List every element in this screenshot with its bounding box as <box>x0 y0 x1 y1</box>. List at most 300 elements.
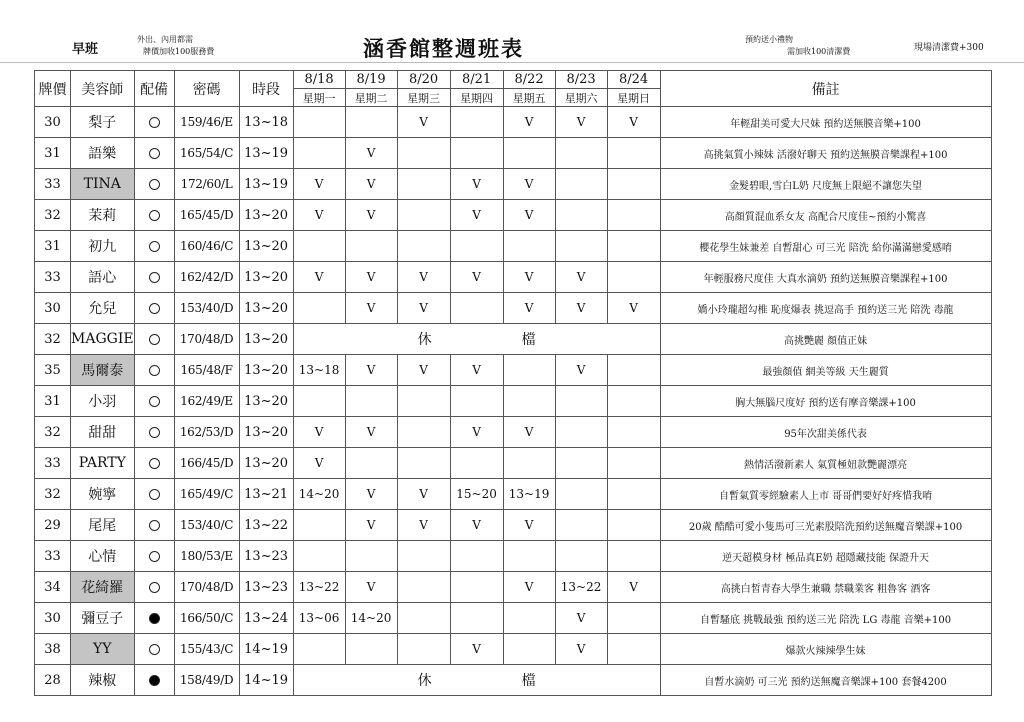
stylist-name: 馬爾泰 <box>71 355 135 386</box>
day-cell <box>397 448 450 479</box>
day-cell: 13~22 <box>555 572 607 603</box>
table-row <box>35 665 992 696</box>
col-header-price: 牌價 <box>35 71 71 107</box>
day-cell <box>397 200 450 231</box>
equip-cell <box>134 293 174 324</box>
table-row <box>35 293 992 324</box>
time-slot-cell: 13~20 <box>239 231 293 262</box>
day-cell: V <box>345 479 397 510</box>
hollow-circle-icon <box>149 458 160 469</box>
day-cell: V <box>503 262 555 293</box>
day-cell <box>293 541 345 572</box>
day-cell: V <box>450 262 503 293</box>
code-cell: 165/54/C <box>174 138 239 169</box>
table-row <box>35 262 992 293</box>
code-cell: 180/53/E <box>174 541 239 572</box>
day-off-label: 檔 <box>521 332 536 348</box>
equip-cell <box>134 479 174 510</box>
day-cell: V <box>503 417 555 448</box>
day-cell <box>555 479 607 510</box>
code-cell: 166/50/C <box>174 603 239 634</box>
col-header-date: 8/20 <box>397 71 450 89</box>
code-cell: 165/45/D <box>174 200 239 231</box>
col-header-date: 8/24 <box>607 71 660 89</box>
col-header-stylist: 美容師 <box>71 71 135 107</box>
day-cell <box>555 386 607 417</box>
col-header-remarks: 備註 <box>660 71 991 107</box>
remarks-cell: 熱情活潑新素人 氣質極妞款艷麗漂亮 <box>660 448 991 479</box>
stylist-name: 語心 <box>71 262 135 293</box>
code-cell: 165/49/C <box>174 479 239 510</box>
day-cell <box>293 138 345 169</box>
day-cell: 13~18 <box>293 355 345 386</box>
header-row-dates <box>35 71 992 89</box>
day-cell: 15~20 <box>450 479 503 510</box>
col-header-date: 8/22 <box>503 71 555 89</box>
equip-cell <box>134 262 174 293</box>
stylist-name: PARTY <box>71 448 135 479</box>
day-cell <box>555 169 607 200</box>
schedule-table <box>34 70 992 696</box>
remarks-cell: 自暫氣質零經驗素人上市 哥哥們要好好疼惜我唷 <box>660 479 991 510</box>
code-cell: 172/60/L <box>174 169 239 200</box>
hollow-circle-icon <box>149 489 160 500</box>
table-row <box>35 355 992 386</box>
hollow-circle-icon <box>149 551 160 562</box>
code-cell: 153/40/D <box>174 293 239 324</box>
table-row <box>35 324 992 355</box>
day-cell <box>450 231 503 262</box>
day-cell: V <box>503 510 555 541</box>
table-row <box>35 417 992 448</box>
day-cell: 13~22 <box>293 572 345 603</box>
day-cell <box>607 262 660 293</box>
hollow-circle-icon <box>149 303 160 314</box>
remarks-cell: 自暫水滴奶 可三光 預約送無魔音樂課+100 套餐4200 <box>660 665 991 696</box>
hollow-circle-icon <box>149 396 160 407</box>
schedule-body <box>35 107 992 696</box>
stylist-name: 辣椒 <box>71 665 135 696</box>
day-cell <box>450 448 503 479</box>
day-cell <box>345 448 397 479</box>
equip-cell <box>134 138 174 169</box>
equip-cell <box>134 107 174 138</box>
equip-cell <box>134 448 174 479</box>
day-cell <box>450 603 503 634</box>
col-header-weekday: 星期日 <box>607 89 660 107</box>
remarks-cell: 高顏質混血系女友 高配合尺度佳~預約小驚喜 <box>660 200 991 231</box>
remarks-cell: 金髮碧眼,雪白L奶 尺度無上限絕不讓您失望 <box>660 169 991 200</box>
filled-circle-icon <box>149 675 160 686</box>
price-cell: 31 <box>35 138 71 169</box>
day-cell <box>345 231 397 262</box>
day-cell <box>555 541 607 572</box>
price-cell: 33 <box>35 169 71 200</box>
code-cell: 162/53/D <box>174 417 239 448</box>
price-cell: 31 <box>35 386 71 417</box>
equip-cell <box>134 386 174 417</box>
day-cell <box>503 138 555 169</box>
day-cell <box>293 107 345 138</box>
day-cell <box>607 355 660 386</box>
day-cell <box>397 169 450 200</box>
header-divider <box>0 62 1024 63</box>
equip-cell <box>134 417 174 448</box>
stylist-name: 尾尾 <box>71 510 135 541</box>
day-cell <box>345 386 397 417</box>
day-cell <box>503 541 555 572</box>
time-slot-cell: 14~19 <box>239 665 293 696</box>
time-slot-cell: 13~20 <box>239 448 293 479</box>
booking-gift-note <box>745 34 850 58</box>
stylist-name: 花綺羅 <box>71 572 135 603</box>
code-cell: 162/49/E <box>174 386 239 417</box>
day-cell: V <box>345 355 397 386</box>
time-slot-cell: 13~18 <box>239 107 293 138</box>
day-cell <box>345 541 397 572</box>
col-header-date: 8/18 <box>293 71 345 89</box>
equip-cell <box>134 231 174 262</box>
col-header-date: 8/23 <box>555 71 607 89</box>
day-cell <box>607 200 660 231</box>
day-cell: V <box>555 634 607 665</box>
day-cell: V <box>450 510 503 541</box>
stylist-name: 心情 <box>71 541 135 572</box>
day-cell <box>607 231 660 262</box>
remarks-cell: 爆款火辣辣學生妹 <box>660 634 991 665</box>
remarks-cell: 年輕甜美可愛大尺妹 預約送無膜音樂+100 <box>660 107 991 138</box>
day-cell: V <box>293 200 345 231</box>
day-cell: V <box>293 448 345 479</box>
time-slot-cell: 13~20 <box>239 386 293 417</box>
day-cell <box>607 603 660 634</box>
hollow-circle-icon <box>149 210 160 221</box>
col-header-weekday: 星期六 <box>555 89 607 107</box>
day-cell <box>345 107 397 138</box>
hollow-circle-icon <box>149 427 160 438</box>
stylist-name: 小羽 <box>71 386 135 417</box>
price-cell: 31 <box>35 231 71 262</box>
time-slot-cell: 13~20 <box>239 293 293 324</box>
table-row <box>35 231 992 262</box>
hollow-circle-icon <box>149 117 160 128</box>
hollow-circle-icon <box>149 644 160 655</box>
remarks-cell: 最強顏值 網美等級 天生麗質 <box>660 355 991 386</box>
col-header-date: 8/21 <box>450 71 503 89</box>
remarks-cell: 嬌小玲瓏超勾椎 恥度爆表 挑逗高手 預約送三光 陪洗 毒龍 <box>660 293 991 324</box>
day-cell: V <box>503 200 555 231</box>
hollow-circle-icon <box>149 272 160 283</box>
table-row <box>35 603 992 634</box>
time-slot-cell: 13~22 <box>239 510 293 541</box>
code-cell: 153/40/C <box>174 510 239 541</box>
price-cell: 38 <box>35 634 71 665</box>
remarks-cell: 高挑白皙青春大學生兼職 禁職業客 粗魯客 酒客 <box>660 572 991 603</box>
day-cell: V <box>607 572 660 603</box>
remarks-cell: 自暫騷底 挑戰最強 預約送三光 陪洗 LG 毒龍 音樂+100 <box>660 603 991 634</box>
day-cell <box>397 603 450 634</box>
day-cell <box>397 541 450 572</box>
day-cell <box>607 634 660 665</box>
day-cell: V <box>345 572 397 603</box>
code-cell: 170/48/D <box>174 572 239 603</box>
day-off-cell <box>293 324 660 355</box>
day-cell <box>293 231 345 262</box>
col-header-weekday: 星期二 <box>345 89 397 107</box>
day-cell: V <box>607 107 660 138</box>
day-cell <box>555 231 607 262</box>
day-cell: V <box>450 417 503 448</box>
remarks-cell: 胸大無腦尺度好 預約送有摩音樂課+100 <box>660 386 991 417</box>
hollow-circle-icon <box>149 582 160 593</box>
code-cell: 160/46/C <box>174 231 239 262</box>
stylist-name: 語樂 <box>71 138 135 169</box>
price-cell: 29 <box>35 510 71 541</box>
day-cell: V <box>503 169 555 200</box>
price-cell: 34 <box>35 572 71 603</box>
day-cell: V <box>450 634 503 665</box>
day-cell <box>607 479 660 510</box>
day-cell: V <box>450 355 503 386</box>
time-slot-cell: 13~20 <box>239 262 293 293</box>
service-fee-note-line2: 牌價加收100服務費 <box>143 47 215 56</box>
day-cell: V <box>293 169 345 200</box>
day-cell: V <box>345 262 397 293</box>
day-cell <box>397 231 450 262</box>
day-cell <box>503 634 555 665</box>
remarks-cell: 95年次甜美係代表 <box>660 417 991 448</box>
hollow-circle-icon <box>149 334 160 345</box>
booking-gift-note-line1: 預約送小禮物 <box>745 35 793 44</box>
day-cell <box>607 417 660 448</box>
day-cell: V <box>503 107 555 138</box>
day-cell: V <box>450 169 503 200</box>
remarks-cell: 年輕服務尺度佳 大真水滴奶 預約送無膜音樂課程+100 <box>660 262 991 293</box>
filled-circle-icon <box>149 613 160 624</box>
table-row <box>35 572 992 603</box>
table-row <box>35 634 992 665</box>
day-cell <box>293 634 345 665</box>
cleaning-fee-note: 現場清潔費+300 <box>914 43 984 53</box>
price-cell: 35 <box>35 355 71 386</box>
day-cell <box>607 541 660 572</box>
day-cell: 13~19 <box>503 479 555 510</box>
price-cell: 32 <box>35 324 71 355</box>
day-cell: V <box>397 355 450 386</box>
equip-cell <box>134 200 174 231</box>
time-slot-cell: 13~20 <box>239 324 293 355</box>
day-cell <box>555 417 607 448</box>
day-cell: V <box>345 417 397 448</box>
day-cell <box>450 541 503 572</box>
remarks-cell: 櫻花學生妹兼差 自暫甜心 可三光 陪洗 給你滿滿戀愛感唷 <box>660 231 991 262</box>
day-cell: V <box>555 262 607 293</box>
price-cell: 33 <box>35 541 71 572</box>
day-cell <box>450 386 503 417</box>
day-off-label: 休 <box>417 332 432 348</box>
day-cell <box>607 169 660 200</box>
stylist-name: YY <box>71 634 135 665</box>
remarks-cell: 高挑氣質小辣妹 活潑好聊天 預約送無膜音樂課程+100 <box>660 138 991 169</box>
page-title: 涵香館整週班表 <box>363 36 524 61</box>
day-cell: V <box>345 138 397 169</box>
day-cell: 14~20 <box>293 479 345 510</box>
code-cell: 158/49/D <box>174 665 239 696</box>
col-header-weekday: 星期三 <box>397 89 450 107</box>
day-cell <box>607 510 660 541</box>
equip-cell <box>134 603 174 634</box>
day-cell <box>607 386 660 417</box>
day-cell <box>397 138 450 169</box>
price-cell: 32 <box>35 479 71 510</box>
col-header-weekday: 星期一 <box>293 89 345 107</box>
table-row <box>35 107 992 138</box>
shift-label: 早班 <box>72 42 99 57</box>
hollow-circle-icon <box>149 148 160 159</box>
day-cell: V <box>607 293 660 324</box>
time-slot-cell: 13~20 <box>239 200 293 231</box>
table-row <box>35 169 992 200</box>
remarks-cell: 逆天超模身材 極品真E奶 超隱藏技能 保證升天 <box>660 541 991 572</box>
stylist-name: TINA <box>71 169 135 200</box>
day-cell <box>397 634 450 665</box>
day-cell <box>345 634 397 665</box>
day-off-label: 檔 <box>521 673 536 689</box>
service-fee-note <box>137 34 214 58</box>
day-cell: V <box>345 200 397 231</box>
col-header-code: 密碼 <box>174 71 239 107</box>
service-fee-note-line1: 外出、內用都需 <box>137 35 193 44</box>
day-cell <box>450 572 503 603</box>
stylist-name: 婉寧 <box>71 479 135 510</box>
day-cell <box>607 448 660 479</box>
col-header-weekday: 星期四 <box>450 89 503 107</box>
day-cell: V <box>345 510 397 541</box>
day-cell <box>503 355 555 386</box>
price-cell: 32 <box>35 417 71 448</box>
code-cell: 159/46/E <box>174 107 239 138</box>
day-cell <box>293 386 345 417</box>
day-cell: V <box>503 572 555 603</box>
code-cell: 155/43/C <box>174 634 239 665</box>
col-header-equip: 配備 <box>134 71 174 107</box>
day-cell: V <box>555 107 607 138</box>
hollow-circle-icon <box>149 179 160 190</box>
table-row <box>35 138 992 169</box>
stylist-name: 初九 <box>71 231 135 262</box>
time-slot-cell: 14~19 <box>239 634 293 665</box>
equip-cell <box>134 355 174 386</box>
table-row <box>35 479 992 510</box>
equip-cell <box>134 634 174 665</box>
equip-cell <box>134 324 174 355</box>
time-slot-cell: 13~21 <box>239 479 293 510</box>
day-cell: V <box>397 293 450 324</box>
equip-cell <box>134 510 174 541</box>
price-cell: 33 <box>35 262 71 293</box>
code-cell: 162/42/D <box>174 262 239 293</box>
time-slot-cell: 13~20 <box>239 355 293 386</box>
price-cell: 30 <box>35 107 71 138</box>
code-cell: 166/45/D <box>174 448 239 479</box>
day-cell: 13~06 <box>293 603 345 634</box>
day-cell: V <box>555 355 607 386</box>
hollow-circle-icon <box>149 365 160 376</box>
col-header-weekday: 星期五 <box>503 89 555 107</box>
time-slot-cell: 13~24 <box>239 603 293 634</box>
time-slot-cell: 13~19 <box>239 138 293 169</box>
day-cell <box>607 138 660 169</box>
table-row <box>35 386 992 417</box>
time-slot-cell: 13~23 <box>239 572 293 603</box>
day-cell <box>503 603 555 634</box>
table-row <box>35 541 992 572</box>
day-cell: V <box>555 603 607 634</box>
code-cell: 170/48/D <box>174 324 239 355</box>
day-cell <box>397 386 450 417</box>
stylist-name: 梨子 <box>71 107 135 138</box>
day-cell <box>293 293 345 324</box>
equip-cell <box>134 665 174 696</box>
day-cell <box>450 138 503 169</box>
day-cell <box>450 107 503 138</box>
code-cell: 165/48/F <box>174 355 239 386</box>
day-cell <box>293 510 345 541</box>
day-cell: V <box>397 510 450 541</box>
day-cell <box>397 417 450 448</box>
stylist-name: 彌豆子 <box>71 603 135 634</box>
day-cell: V <box>293 417 345 448</box>
day-cell: V <box>345 293 397 324</box>
day-cell: V <box>555 293 607 324</box>
table-row <box>35 448 992 479</box>
day-cell: V <box>345 169 397 200</box>
price-cell: 33 <box>35 448 71 479</box>
day-cell <box>555 448 607 479</box>
price-cell: 30 <box>35 603 71 634</box>
day-cell: 14~20 <box>345 603 397 634</box>
day-cell: V <box>293 262 345 293</box>
col-header-time: 時段 <box>239 71 293 107</box>
remarks-cell: 高挑艷麗 顏值正妹 <box>660 324 991 355</box>
day-off-cell <box>293 665 660 696</box>
day-cell: V <box>397 262 450 293</box>
equip-cell <box>134 169 174 200</box>
stylist-name: 茉莉 <box>71 200 135 231</box>
day-cell: V <box>397 479 450 510</box>
day-cell <box>555 138 607 169</box>
day-cell <box>503 231 555 262</box>
price-cell: 28 <box>35 665 71 696</box>
day-cell <box>450 293 503 324</box>
price-cell: 32 <box>35 200 71 231</box>
equip-cell <box>134 572 174 603</box>
day-cell <box>503 386 555 417</box>
day-cell <box>555 510 607 541</box>
stylist-name: 甜甜 <box>71 417 135 448</box>
day-cell: V <box>503 293 555 324</box>
day-cell <box>397 572 450 603</box>
day-off-label: 休 <box>417 673 432 689</box>
day-cell: V <box>397 107 450 138</box>
time-slot-cell: 13~19 <box>239 169 293 200</box>
equip-cell <box>134 541 174 572</box>
table-row <box>35 200 992 231</box>
stylist-name: 允兒 <box>71 293 135 324</box>
day-cell <box>503 448 555 479</box>
stylist-name: MAGGIE <box>71 324 135 355</box>
booking-gift-note-line2: 需加收100清潔費 <box>787 47 851 56</box>
